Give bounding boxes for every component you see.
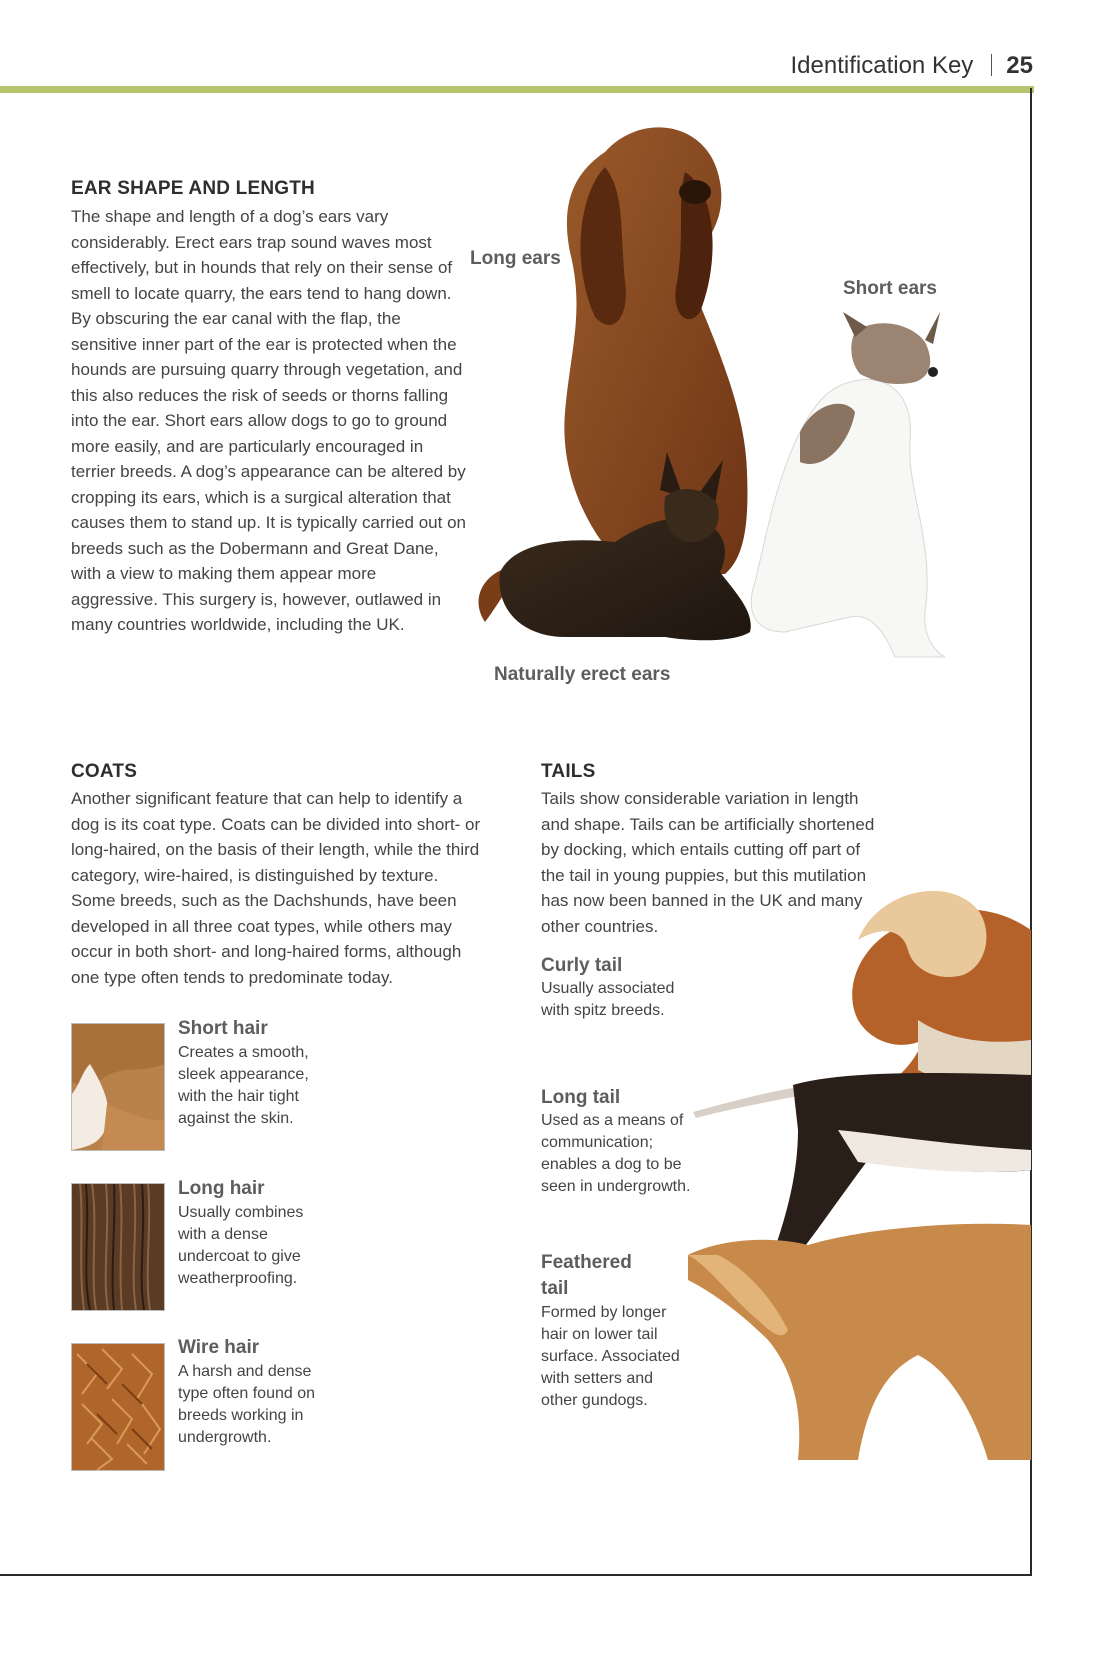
wire-hair-texture [72,1344,164,1470]
bloodhound-nose [679,180,711,204]
coats-heading: COATS [71,761,138,782]
tail-title-curly: Curly tail [541,955,623,976]
coats-body-text: Another significant feature that can help to identify a dog is its coat type. Coats can be divided into short- or long-haired, on the basis of their length, while the third category, wire-haired, is distinguished by texture. Some breeds, such as the Dachshunds, have been developed in all three coat types, while others may occur in both short- and long-haired forms, although one type often tends to predominate today. [71,789,481,987]
label-long-ears: Long ears [470,248,561,269]
coat-title-long-hair: Long hair [178,1178,265,1199]
label-short-ears: Short ears [843,278,937,299]
coat-title-short-hair: Short hair [178,1018,268,1039]
coat-text-short-hair: Creates a smooth, sleek appearance, with the hair tight against the skin. [178,1044,309,1127]
retriever-body [688,1224,1031,1460]
whippet-nose [928,367,938,377]
wire-hair-swatch [71,1343,165,1471]
page-number: 25 [1006,52,1033,79]
running-head-separator [991,54,992,76]
tail-title-long: Long tail [541,1087,621,1108]
tail-types-dogs-photo [688,870,1031,1460]
coat-text-long-hair: Usually combines with a dense undercoat to give weatherproofing. [178,1204,304,1287]
whippet-short-ear-right [925,312,940,344]
tail-text-curly: Usually associated with spitz breeds. [541,980,675,1019]
ears-body [71,204,466,638]
tail-title-feathered: Feathered tail [541,1252,632,1299]
ear-types-dogs-photo [455,112,1015,712]
long-tail [693,1088,798,1118]
terrier-body [499,518,750,640]
coat-text-wire-hair: A harsh and dense type often found on breeds working in undergrowth. [178,1363,315,1446]
ears-heading: EAR SHAPE AND LENGTH [71,178,315,199]
coats-body [71,786,481,990]
long-hair-texture [72,1184,164,1310]
tails-body-text: Tails show considerable variation in length and shape. Tails can be artificially shortened by docking, which entails cutting off part of the tail in young puppies, but this mutilation has now been banned in the UK and many other countries. [541,789,875,936]
whippet-head [851,323,930,384]
running-head-title: Identification Key [790,52,974,79]
label-naturally-erect-ears: Naturally erect ears [494,664,671,685]
short-hair-texture [72,1024,164,1150]
tails-heading: TAILS [541,761,596,782]
ears-body-text: The shape and length of a dog’s ears vary considerably. Erect ears trap sound waves most effectively, but in hounds that rely on their sense of smell to locate quarry, the ears tend to hang down. By obscuring the ear canal with the flap, the sensitive inner part of the ear is protected when the hounds are pursuing quarry through vegetation, and this also reduces the risk of seeds or thorns falling into the ear. Short ears allow dogs to go to ground more easily, and are particularly encouraged in terrier breeds. A dog’s appearance can be altered by cropping its ears, which is a surgical alteration that causes them to stand up. It is typically carried out on breeds such as the Dobermann and Great Dane, with a view to making them appear more aggressive. This surgery is, however, outlawed in many countries worldwide, including the UK. [71,207,466,634]
short-hair-swatch [71,1023,165,1151]
coat-title-wire-hair: Wire hair [178,1337,260,1358]
running-head [791,52,1033,80]
tail-text-feathered: Formed by longer hair on lower tail surface. Associated with setters and other gundogs. [541,1304,680,1409]
long-hair-swatch [71,1183,165,1311]
tail-text-long: Used as a means of communication; enables a dog to be seen in undergrowth. [541,1112,691,1195]
